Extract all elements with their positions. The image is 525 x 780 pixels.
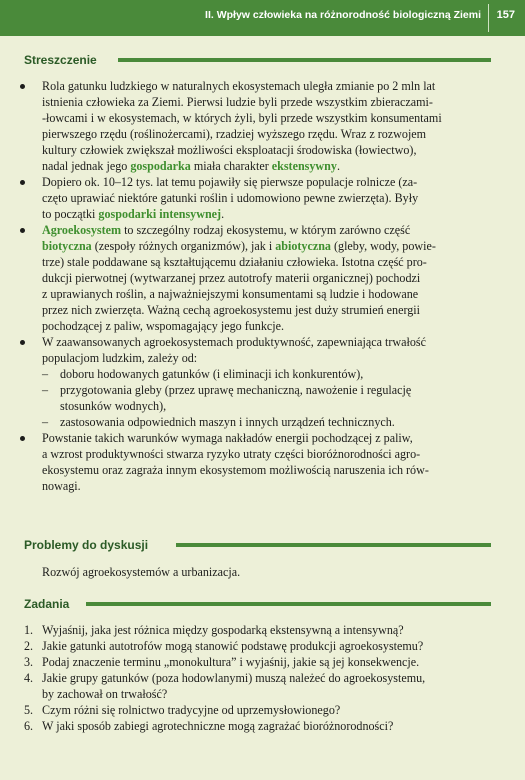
tasks-list [24,622,490,734]
text-line [24,78,490,94]
summary-title: Streszczenie [24,53,97,67]
dash-marker: – [42,383,49,397]
text-span: (zespoły różnych organizmów), jak i [91,239,276,253]
tasks-title: Zadania [24,597,70,611]
dash-marker: – [42,367,49,381]
task-item [24,622,490,638]
text-span: a wzrost produktywności stwarza ryzyko utraty części bioróżnorodności agro- [42,447,421,461]
text-line [24,654,490,670]
text-span: by zachował on trwałość? [42,687,168,701]
text-line [24,158,490,174]
text-span: pierwszego rzędu (roślinożercami), rzadziej wyższego rzędu. Wraz z rozwojem [42,127,427,141]
bullet-item [24,78,490,174]
text-span: przez nich zwierzęta. Ważną cechą agroekosystemu jest duży strumień energii [42,303,421,317]
text-span: -łowcami i w ekosystemach, w których żyli, byli przede wszystkim konsumentami [42,111,442,125]
text-line [24,334,490,350]
text-line [24,638,490,654]
keyword-term: gospodarka [130,159,191,173]
text-span: Podaj znaczenie terminu „monokultura” i wyjaśnij, jakie są jej konsekwencje. [42,655,420,669]
task-item [24,638,490,654]
text-line [24,414,490,430]
text-span: to szczególny rodzaj ekosystemu, w którym zarówno część [121,223,411,237]
text-span: pochodzącej z paliw, wspomagający jego funkcje. [42,319,284,333]
task-number: 5. [24,703,34,717]
discussion-title: Problemy do dyskusji [24,538,149,552]
tasks-section-header [0,597,525,615]
text-span: (gleby, wody, powie- [330,239,436,253]
text-line [24,446,490,462]
bullet-item [24,334,490,430]
text-span: ekosystemu oraz zagraża innym ekosystemom możliwością naruszenia ich rów- [42,463,429,477]
text-line [24,254,490,270]
section-rule [118,58,491,62]
text-line [24,670,490,686]
text-line [24,270,490,286]
text-span: W zaawansowanych agroekosystemach produktywność, zapewniająca trwałość [42,335,426,349]
text-span: z uprawianych roślin, a najważniejszymi konsumentami są ludzie i hodowane [42,287,419,301]
text-span: Powstanie takich warunków wymaga nakładów energii pochodzącej z paliw, [42,431,413,445]
text-line [24,398,490,414]
discussion-section-header [0,538,525,556]
text-span: miała charakter [190,159,272,173]
section-rule [176,543,491,547]
task-item [24,670,490,702]
text-line [24,222,490,238]
text-line [24,190,490,206]
text-line [24,318,490,334]
text-line [24,478,490,494]
discussion-text: Rozwój agroekosystemów a urbanizacja. [42,565,241,579]
sub-item [24,382,490,414]
keyword-term: abiotyczna [275,239,331,253]
text-span: nowagi. [42,479,81,493]
text-line [24,126,490,142]
task-item [24,702,490,718]
text-line [24,430,490,446]
text-span: Jakie grupy gatunków (poza hodowlanymi) muszą należeć do agroekosystemu, [42,671,426,685]
text-line [24,686,490,702]
text-line [24,142,490,158]
text-span: nadal jednak jego [42,159,131,173]
task-item [24,718,490,734]
page-number: 157 [496,9,515,21]
task-number: 2. [24,639,34,653]
task-number: 6. [24,719,34,733]
task-number: 1. [24,623,34,637]
text-line [24,206,490,222]
text-line [24,718,490,734]
text-line [24,366,490,382]
text-span: Wyjaśnij, jaka jest różnica między gospodarką ekstensywną a intensywną? [42,623,404,637]
text-span: . [336,159,340,173]
text-span: to początki [42,207,99,221]
text-span: . [221,207,225,221]
sub-item [24,414,490,430]
text-line [24,350,490,366]
text-span: Rola gatunku ludzkiego w naturalnych ekosystemach uległa zmianie po 2 mln lat [42,79,436,93]
text-span: przygotowania gleby (przez uprawę mechaniczną, nawożenie i regulację [60,383,412,397]
text-span: doboru hodowanych gatunków (i eliminacji ich konkurentów), [60,367,364,381]
text-line [24,94,490,110]
text-line [24,622,490,638]
dash-marker: – [42,415,49,429]
text-line [24,382,490,398]
text-line [24,174,490,190]
text-span: Czym różni się rolnictwo tradycyjne od uprzemysłowionego? [42,703,341,717]
text-span: dukcji pierwotnej (wytwarzanej przez autotrofy materii organicznej) pochodzi [42,271,421,285]
text-span: Dopiero ok. 10–12 tys. lat temu pojawiły się pierwsze populacje rolnicze (za- [42,175,418,189]
text-span: częto uprawiać niektóre gatunki roślin i udomowiono pewne zwierzęta). Były [42,191,419,205]
summary-section-header [0,53,525,71]
summary-body [24,78,490,494]
header-divider [488,4,489,32]
keyword-term: Agroekosystem [42,223,122,237]
sub-item [24,366,490,382]
text-span: zastosowania odpowiednich maszyn i innych urządzeń technicznych. [60,415,395,429]
text-line [24,238,490,254]
text-span: W jaki sposób zabiegi agrotechniczne mogą zagrażać bioróżnorodności? [42,719,394,733]
section-rule [86,602,491,606]
task-number: 4. [24,671,34,685]
page-header [0,0,525,36]
text-span: stosunków wodnych), [60,399,167,413]
chapter-title: II. Wpływ człowieka na różnorodność biologiczną Ziemi [205,9,481,21]
text-span: populacjom ludzkim, zależy od: [42,351,198,365]
text-span: istnienia człowieka za Ziemi. Pierwsi ludzie byli przede wszystkim zbieraczami- [42,95,433,109]
keyword-term: ekstensywny [271,159,337,173]
text-line [24,302,490,318]
text-span: Jakie gatunki autotrofów mogą stanowić podstawę produkcji agroekosystemu? [42,639,424,653]
task-item [24,654,490,670]
bullet-item [24,222,490,334]
text-span: kultury człowiek zwiększał możliwości eksploatacji środowiska (łowiectwo), [42,143,417,157]
text-line [24,286,490,302]
text-line [24,110,490,126]
bullet-item [24,174,490,222]
bullet-item [24,430,490,494]
keyword-term: gospodarki intensywnej [98,207,222,221]
text-span: trze) stale poddawane są kształtującemu działaniu człowieka. Istotna część pro- [42,255,427,269]
text-line [24,702,490,718]
task-number: 3. [24,655,34,669]
text-line [24,462,490,478]
keyword-term: biotyczna [42,239,92,253]
